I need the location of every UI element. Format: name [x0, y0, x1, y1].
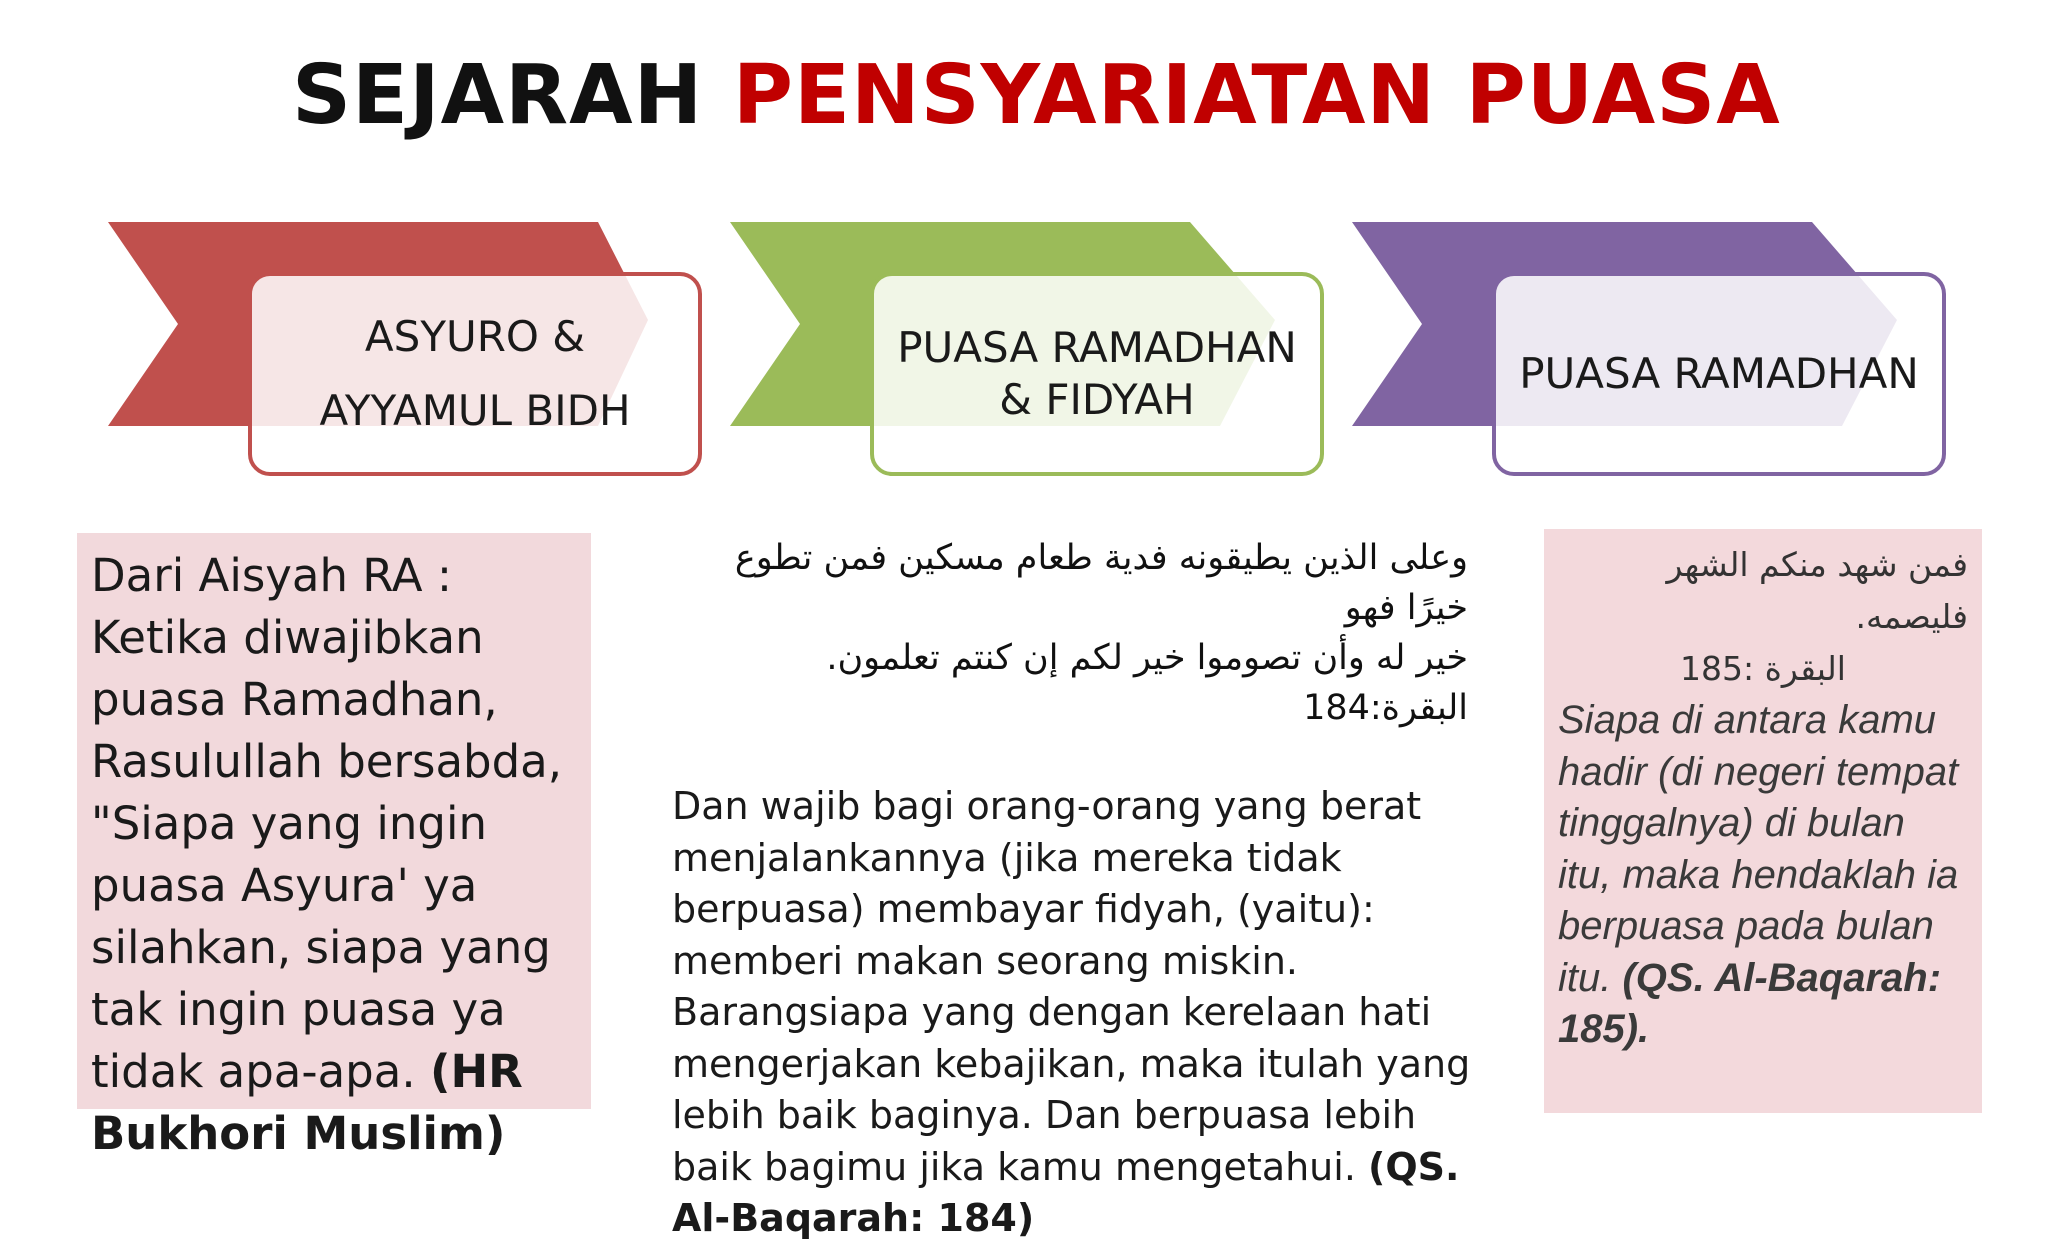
translation-text: Siapa di antara kamu hadir (di negeri tempat tinggalnya) di bulan itu, maka hendaklah ia berpuasa pada bulan itu. — [1558, 698, 1959, 1000]
ramadhan-panel — [1544, 529, 1982, 1113]
hadith-text: Dari Aisyah RA : Ketika diwajibkan puasa Ramadhan, Rasulullah bersabda, "Siapa yang ingin puasa Asyura' ya silahkan, siapa yang tak ingin puasa ya tidak apa-apa. — [91, 549, 563, 1098]
title-part-black: SEJARAH — [292, 48, 704, 143]
stage-puasa-ramadhan-fidyah — [730, 220, 1330, 486]
title-part-red: PENSYARIATAN PUASA — [732, 48, 1781, 143]
hadith-panel — [77, 533, 591, 1160]
arabic-line-1: وعلى الذين يطيقونه فدية طعام مسكين فمن تطوع خيرًا فهو — [734, 538, 1468, 628]
stage-box-asyuro — [248, 272, 702, 476]
arabic-verse-184 — [672, 533, 1468, 733]
translation-185 — [1558, 695, 1968, 1056]
arabic-reference-185: البقرة :185 — [1680, 649, 1846, 688]
stage-label-line1: PUASA RAMADHAN — [897, 322, 1297, 372]
translation-source: (QS. Al-Baqarah: 184) — [672, 1144, 1460, 1240]
hadith-source: (HR Bukhori Muslim) — [91, 1045, 523, 1160]
stage-label-line2: AYYAMUL BIDH — [319, 386, 631, 435]
translation-text: Dan wajib bagi orang-orang yang berat menjalankannya (jika mereka tidak berpuasa) membayar fidyah, (yaitu): memberi makan seorang miskin. Barangsiapa yang dengan kerelaan hati mengerjakan kebajikan, maka itulah yang lebih baik baginya. Dan berpuasa lebih baik bagimu jika kamu mengetahui. — [672, 784, 1471, 1189]
fidyah-panel — [672, 533, 1472, 1240]
stage-label-line1: ASYURO & — [364, 311, 586, 361]
stage-box-ramadhan — [1492, 272, 1946, 476]
translation-184 — [672, 781, 1472, 1245]
stage-puasa-ramadhan — [1352, 220, 1952, 486]
stage-label-line1: PUASA RAMADHAN — [1519, 348, 1919, 398]
translation-source: (QS. Al-Baqarah: 185). — [1558, 955, 1942, 1051]
arabic-verse-185: فمن شهد منكم الشهر فليصمه. — [1666, 545, 1968, 636]
stage-label-line2: & FIDYAH — [999, 375, 1195, 424]
slide-title — [292, 48, 1781, 143]
arabic-line-2: خير له وأن تصوموا خير لكم إن كنتم تعلمون. البقرة:184 — [826, 638, 1468, 728]
stage-box-ramadhan-fidyah — [870, 272, 1324, 476]
stage-asyuro — [108, 220, 708, 486]
